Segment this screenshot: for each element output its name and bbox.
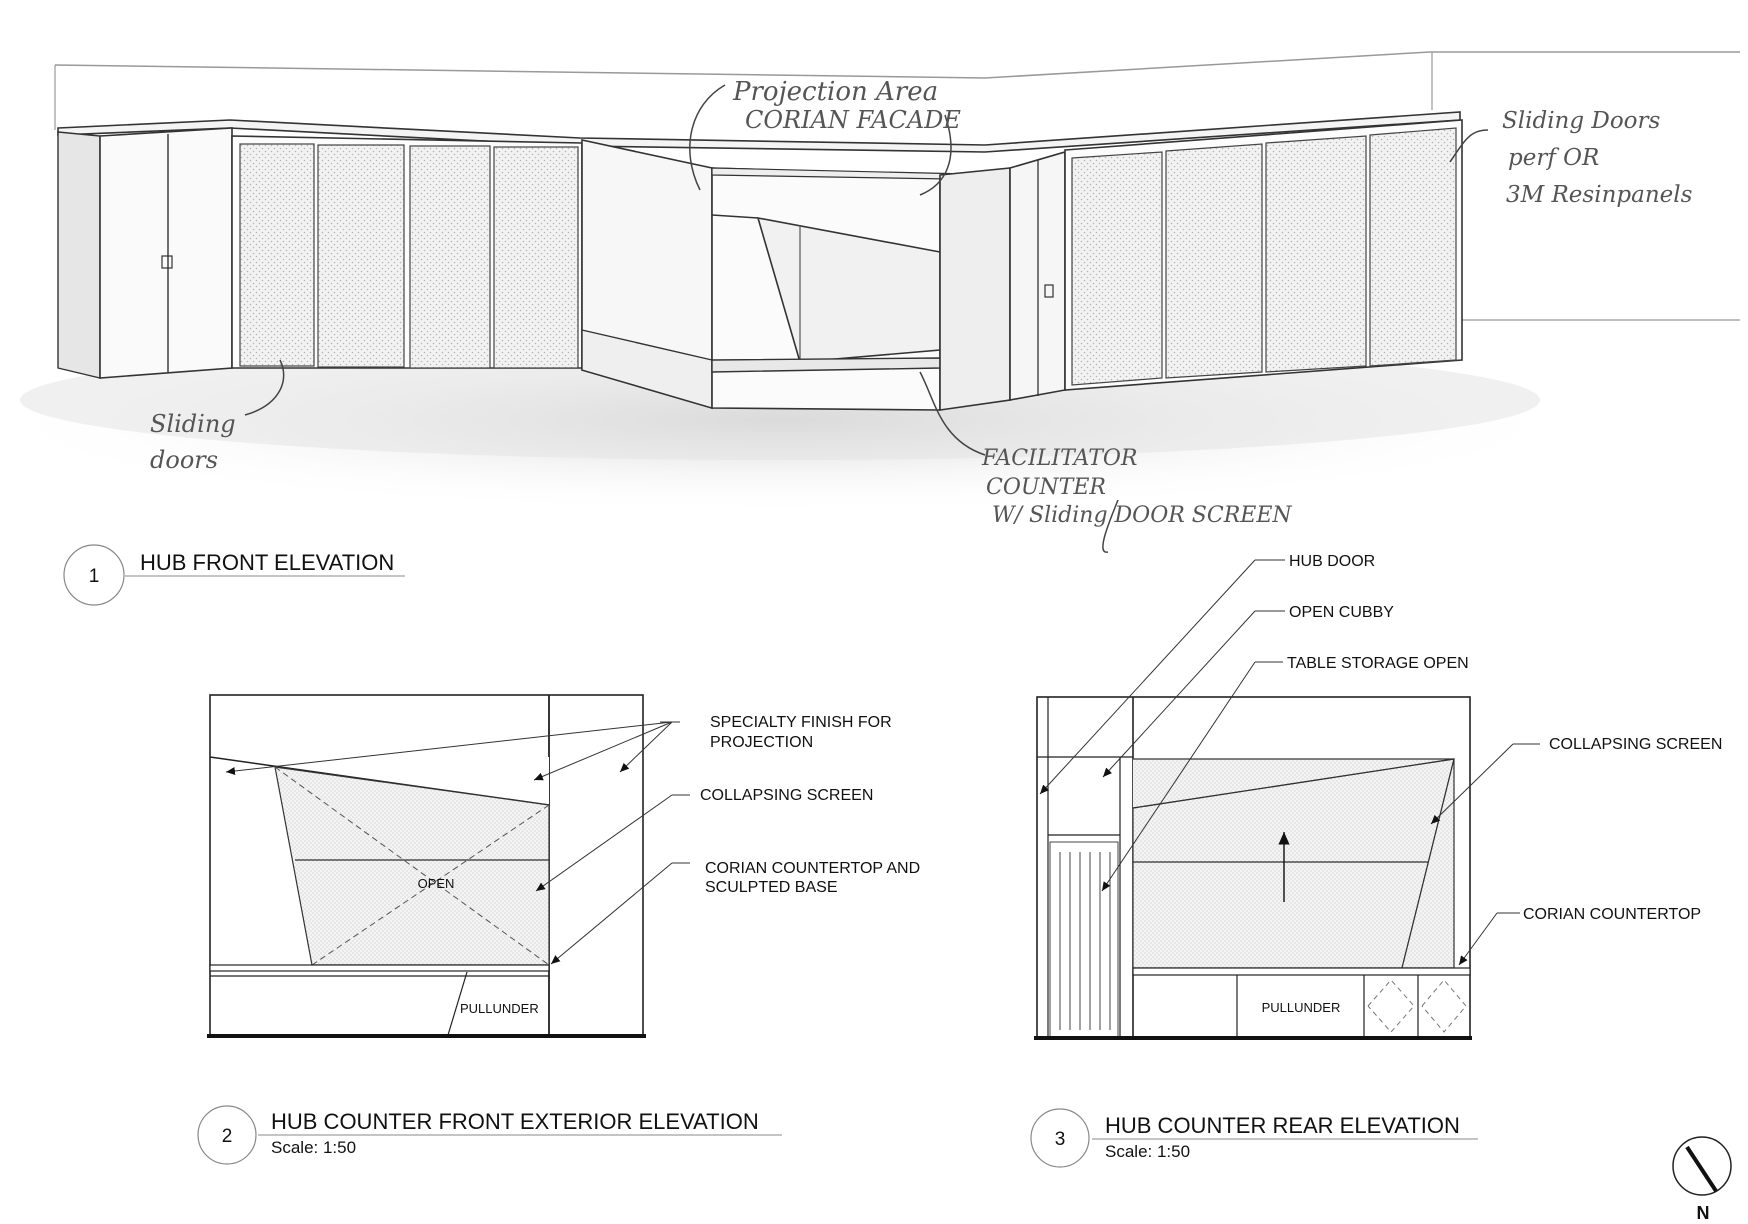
countertop <box>1133 968 1470 975</box>
left-sliding-doors <box>232 136 582 368</box>
label-hub-door: HUB DOOR <box>1289 553 1376 570</box>
back-wall-line <box>55 52 1740 78</box>
note-facilitator-line-2: COUNTER <box>986 475 1106 500</box>
label-table-storage: TABLE STORAGE OPEN <box>1287 655 1469 672</box>
note-sliding-right-line-1: Sliding Doors <box>1502 108 1661 134</box>
note-sliding-left-line-1: Sliding <box>150 410 236 438</box>
label-specialty-line-2: PROJECTION <box>710 734 814 751</box>
note-sliding-left-line-2: doors <box>150 446 219 474</box>
note-projection-line-2: CORIAN FACADE <box>745 106 961 134</box>
north-label: N <box>1696 1203 1710 1223</box>
label-open-cubby: OPEN CUBBY <box>1289 604 1394 621</box>
north-arrow <box>1673 1137 1731 1223</box>
hub-front-perspective-sketch <box>0 52 1740 552</box>
label-specialty-line-1: SPECIALTY FINISH FOR <box>710 714 892 731</box>
note-sliding-right-line-3: 3M Resinpanels <box>1506 182 1693 208</box>
view-2-title: HUB COUNTER FRONT EXTERIOR ELEVATION <box>271 1109 759 1134</box>
view-2-title-block <box>198 1106 782 1164</box>
left-hinged-cabinet <box>58 128 232 378</box>
label-corian-line-1: CORIAN COUNTERTOP AND <box>705 860 921 877</box>
note-facilitator-line-3: W/ Sliding DOOR SCREEN <box>992 503 1292 528</box>
label-corian-line-2: SCULPTED BASE <box>705 879 838 896</box>
view-3-title-block <box>1031 1109 1478 1167</box>
view-3-number: 3 <box>1054 1129 1066 1150</box>
label-collapsing-screen-front: COLLAPSING SCREEN <box>700 787 874 804</box>
open-label: OPEN <box>417 876 455 891</box>
projection-corian-facade <box>582 140 1010 410</box>
note-sliding-right-line-2: perf OR <box>1508 145 1600 171</box>
sketch-note-sliding-doors-right <box>1502 108 1693 208</box>
sketch-note-projection <box>732 77 961 134</box>
label-collapsing-screen-rear: COLLAPSING SCREEN <box>1549 736 1723 753</box>
view-3-title: HUB COUNTER REAR ELEVATION <box>1105 1113 1460 1138</box>
rear-elevation <box>1034 553 1722 1038</box>
front-exterior-elevation <box>207 695 920 1036</box>
north-arrow-icon <box>1673 1137 1731 1195</box>
right-hinged-cabinet <box>1010 152 1065 400</box>
view-1-title-block <box>64 545 405 605</box>
view-2-scale: Scale: 1:50 <box>271 1138 357 1157</box>
view-3-scale: Scale: 1:50 <box>1105 1142 1191 1161</box>
pullunder-label-rear: PULLUNDER <box>1261 1000 1341 1015</box>
view-1-title: HUB FRONT ELEVATION <box>140 550 395 575</box>
note-projection-line-1: Projection Area <box>733 77 939 107</box>
view-2-number: 2 <box>221 1126 233 1147</box>
pullunder-label-front: PULLUNDER <box>460 1001 539 1016</box>
note-facilitator-line-1: FACILITATOR <box>982 446 1138 471</box>
right-sliding-doors <box>1065 120 1462 390</box>
view-1-number: 1 <box>88 566 100 587</box>
label-corian-countertop: CORIAN COUNTERTOP <box>1523 906 1702 923</box>
countertop <box>210 965 549 971</box>
